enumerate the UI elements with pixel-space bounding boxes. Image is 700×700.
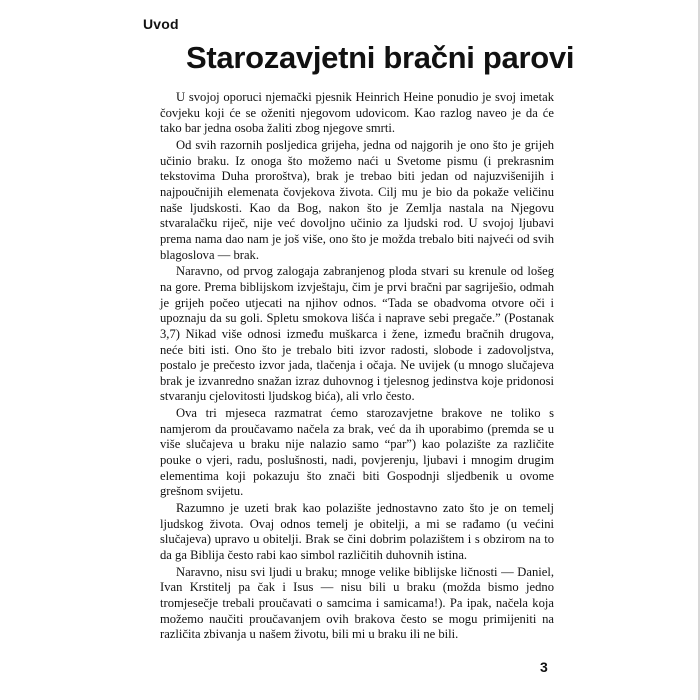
- paragraph-6: Naravno, nisu svi ljudi u braku; mnoge velike biblijske ličnosti — Daniel, Ivan Krstitelj pa čak i Isus — nisu bili u braku (možda bismo jedno tromjesečje trebali proučavati o samcima i samicama!). Pa ipak, načela koja možemo naučiti proučavanjem ovih brakova često se mogu primijeniti na različita zbivanja u našem životu, bili mi u braku ili ne bili.: [160, 564, 554, 642]
- section-label: Uvod: [143, 16, 179, 32]
- paragraph-5: Razumno je uzeti brak kao polazište jednostavno zato što je on temelj ljudskog života. Ovaj odnos temelj je obitelji, a mi se rađamo (u većini slučajeva) upravo u obitelji. Brak se čini dobrim polazištem i s obzirom na to da ga Biblija često rabi kao simbol različitih duhovnih istina.: [160, 501, 554, 563]
- body-text: [160, 90, 554, 644]
- paragraph-2: Od svih razornih posljedica grijeha, jedna od najgorih je ono što je grijeh učinio braku. Iz onoga što možemo naći u Svetome pismu (i prekrasnim tekstovima Duha proroštva), brak je trebao biti jedan od najuzvišenijih i najpoučnijih elemenata čovjekova života. Cilj mu je bio da pokaže veličinu naše ljudskosti. Kao da Bog, nakon što je Zemlja nastala na Njegovu stvaralačku riječ, nije već dovoljno učinio za ljudski rod. U svojoj ljubavi prema nama dao nam je još više, ono što je možda trebalo biti najveći od svih blagoslova — brak.: [160, 137, 554, 262]
- paragraph-3: Naravno, od prvog zalogaja zabranjenog ploda stvari su krenule od lošeg na gore. Prema biblijskom izvještaju, čim je prvi bračni par sagriješio, odmah je grijeh počeo utjecati na njihov odnos. “Tada se obadvoma otvore oči i upoznaju da su goli. Spletu smokova lišća i naprave sebi pregače.” (Postanak 3,7) Nikad više odnosi između muškarca i žene, između bračnih drugova, neće biti isti. Ono što je trebalo biti izvor radosti, slobode i zadovoljstva, postalo je prečesto izvor jada, tlačenja i očaja. Ne uvijek (u mnogo slučajeva brak je izvanredno snažan izraz duhovnog i tjelesnog jedinstva koje pridonosi stvaranju cjelovitosti ljudskog bića), ali vrlo često.: [160, 264, 554, 404]
- page-number: 3: [540, 659, 548, 675]
- paragraph-4: Ova tri mjeseca razmatrat ćemo starozavjetne brakove ne toliko s namjerom da proučavamo načela za brak, već da ih uporabimo (premda se u više slučajeva u braku nije nalazio samo “par”) kao polazište za različite pouke o vjeri, radu, poslušnosti, nadi, povjerenju, ljubavi i mnogim drugim elementima koji pokazuju što znači biti Gospodnji sljedbenik u ovome grešnom svijetu.: [160, 406, 554, 499]
- chapter-title: Starozavjetni bračni parovi: [186, 40, 575, 75]
- paragraph-1: U svojoj oporuci njemački pjesnik Heinrich Heine ponudio je svoj imetak čovjeku koji će se oženiti njegovom udovicom. Kao razlog naveo je da će tako bar jedna osoba žaliti zbog njegove smrti.: [160, 90, 554, 136]
